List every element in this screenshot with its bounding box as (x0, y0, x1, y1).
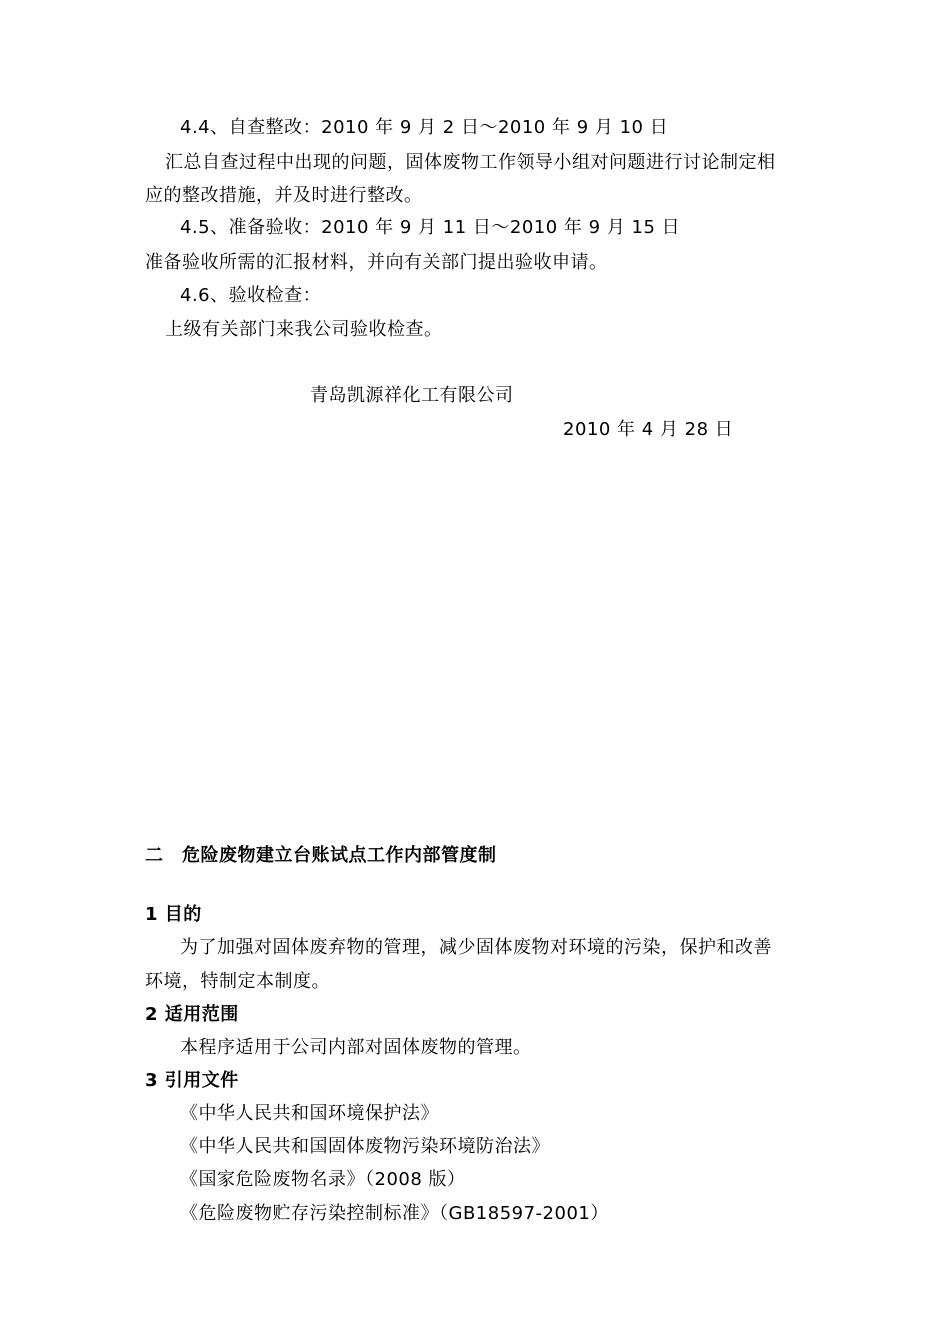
reference-item: 《中华人民共和国环境保护法》 (180, 1103, 439, 1124)
section-4-5-paragraph-line-1: 准备验收所需的汇报材料，并向有关部门提出验收申请。 (145, 252, 608, 273)
section-3-title: 3 引用文件 (145, 1070, 239, 1091)
signature-date: 2010 年 4 月 28 日 (563, 419, 734, 440)
reference-item: 《国家危险废物名录》（2008 版） (180, 1169, 466, 1190)
part-2-heading: 二 危险废物建立台账试点工作内部管度制 (145, 845, 497, 866)
section-4-4-paragraph-line-1: 汇总自查过程中出现的问题，固体废物工作领导小组对问题进行讨论制定相 (165, 152, 776, 173)
section-4-4-title: 4.4、自查整改：2010 年 9 月 2 日～2010 年 9 月 10 日 (180, 117, 669, 138)
section-4-6-title: 4.6、验收检查： (180, 285, 322, 306)
section-4-4-paragraph-line-2: 应的整改措施，并及时进行整改。 (145, 185, 423, 206)
section-1-paragraph-line-1: 为了加强对固体废弃物的管理，减少固体废物对环境的污染，保护和改善 (180, 937, 772, 958)
section-2-title: 2 适用范围 (145, 1004, 239, 1025)
company-signature: 青岛凯源祥化工有限公司 (310, 385, 514, 406)
section-1-title: 1 目的 (145, 904, 202, 925)
reference-item: 《危险废物贮存污染控制标准》（GB18597-2001） (180, 1203, 609, 1224)
section-4-6-paragraph-line-1: 上级有关部门来我公司验收检查。 (165, 319, 443, 340)
reference-item: 《中华人民共和国固体废物污染环境防治法》 (180, 1136, 550, 1157)
section-2-paragraph-line-1: 本程序适用于公司内部对固体废物的管理。 (180, 1037, 532, 1058)
section-4-5-title: 4.5、准备验收：2010 年 9 月 11 日～2010 年 9 月 15 日 (180, 217, 681, 238)
section-1-paragraph-line-2: 环境，特制定本制度。 (145, 971, 330, 992)
